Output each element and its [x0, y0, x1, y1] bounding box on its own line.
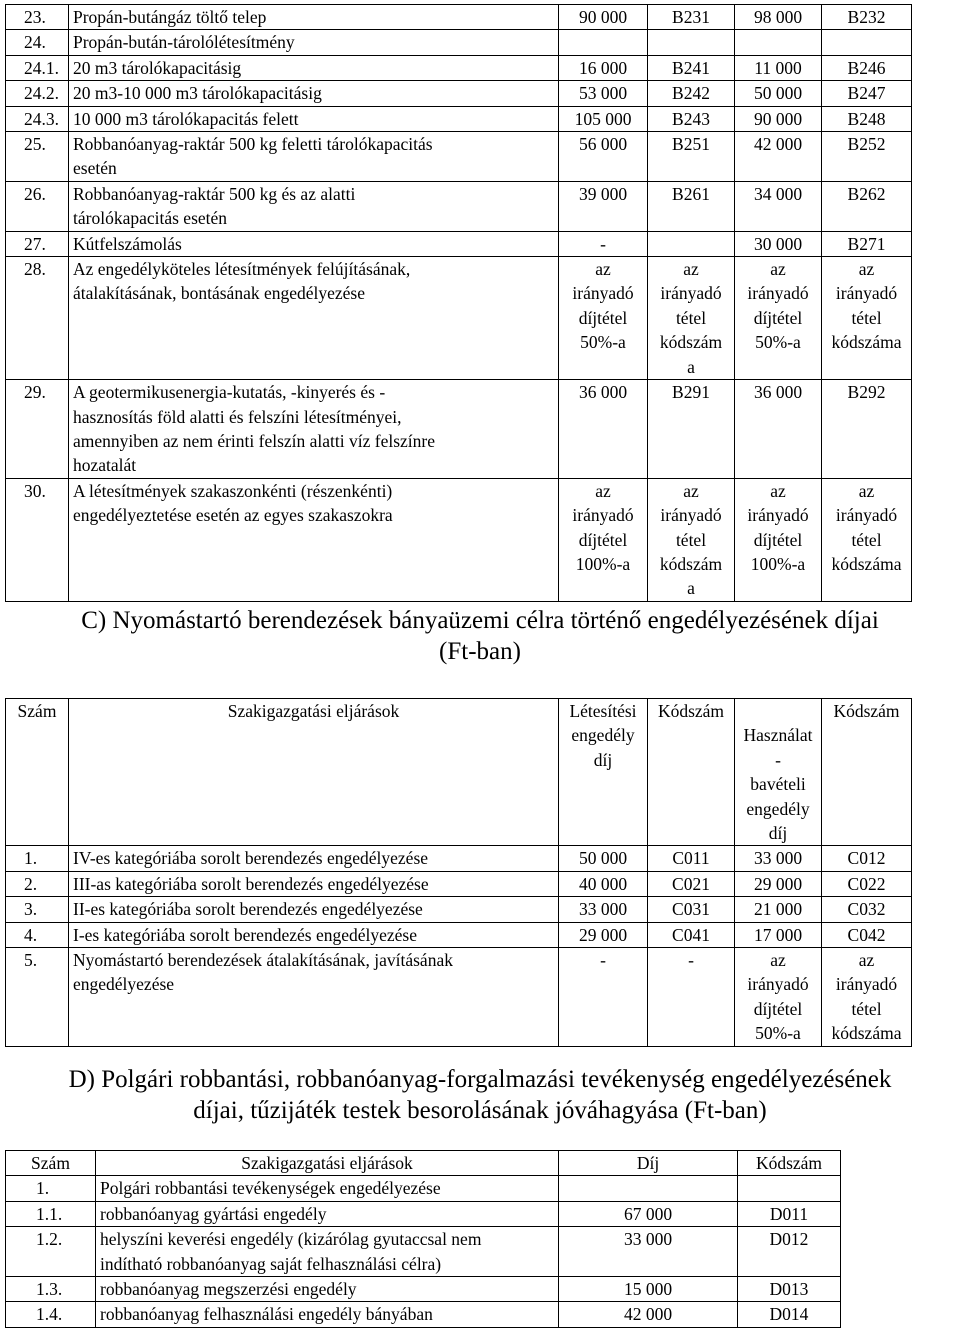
table-row	[6, 1176, 841, 1201]
cell-k2: C022	[822, 871, 912, 896]
cell-v2: 11 000	[735, 55, 822, 80]
table-row	[6, 380, 912, 479]
cell-v1	[559, 30, 648, 55]
cell-num: 29.	[6, 380, 69, 479]
cell-k2: C012	[822, 846, 912, 871]
cell-v2: 30 000	[735, 231, 822, 256]
table-row	[6, 478, 912, 601]
cell-v2: az irányadó díjtétel 50%-a	[735, 948, 822, 1047]
cell-v2: 21 000	[735, 897, 822, 922]
table-row	[6, 81, 912, 106]
cell-v1: 16 000	[559, 55, 648, 80]
cell-num: 26.	[6, 181, 69, 231]
cell-k2: az irányadó tétel kódszáma	[822, 257, 912, 380]
fee-table-b-continued	[5, 4, 912, 602]
cell-k1: B243	[648, 106, 735, 131]
fee-table-b-body	[6, 5, 912, 602]
fee-table-c	[5, 698, 912, 1047]
cell-v2: 36 000	[735, 380, 822, 479]
cell-v1: 105 000	[559, 106, 648, 131]
table-row	[6, 897, 912, 922]
cell-k1: az irányadó tétel kódszám a	[648, 478, 735, 601]
cell-text: Propán-bután-tárolólétesítmény	[69, 30, 559, 55]
cell-num: 1.4.	[6, 1302, 96, 1327]
header-code-1: Kódszám	[648, 699, 735, 846]
cell-k2: az irányadó tétel kódszáma	[822, 948, 912, 1047]
cell-num: 1.3.	[6, 1277, 96, 1302]
cell-k1: az irányadó tétel kódszám a	[648, 257, 735, 380]
cell-text: 10 000 m3 tárolókapacitás felett	[69, 106, 559, 131]
cell-k2: B246	[822, 55, 912, 80]
cell-fee: 42 000	[559, 1302, 738, 1327]
table-row	[6, 871, 912, 896]
section-c-title: C) Nyomástartó berendezések bányaüzemi célra történő engedélyezésének díjai (Ft-ban)	[81, 607, 879, 665]
cell-num: 28.	[6, 257, 69, 380]
table-row	[6, 257, 912, 380]
cell-code: D011	[738, 1201, 841, 1226]
table-row	[6, 30, 912, 55]
cell-k1: -	[648, 948, 735, 1047]
cell-fee: 33 000	[559, 1227, 738, 1277]
cell-v2: 90 000	[735, 106, 822, 131]
cell-text: Robbanóanyag-raktár 500 kg feletti tárolókapacitás esetén	[69, 132, 559, 182]
cell-v1: az irányadó díjtétel 100%-a	[559, 478, 648, 601]
cell-fee: 67 000	[559, 1201, 738, 1226]
cell-text: 20 m3-10 000 m3 tárolókapacitásig	[69, 81, 559, 106]
cell-v2: 42 000	[735, 132, 822, 182]
table-row	[6, 922, 912, 947]
table-row	[6, 5, 912, 30]
cell-k2: B292	[822, 380, 912, 479]
cell-k1: B242	[648, 81, 735, 106]
cell-text: Robbanóanyag-raktár 500 kg és az alatti tárolókapacitás esetén	[69, 181, 559, 231]
cell-text: A geotermikusenergia-kutatás, -kinyerés és - hasznosítás föld alatti és felszíni létesítményei, amennyiben az nem érinti felszín alatti víz felszínre hozatalát	[69, 380, 559, 479]
cell-text: 20 m3 tárolókapacitásig	[69, 55, 559, 80]
cell-v1: 36 000	[559, 380, 648, 479]
table-row	[6, 55, 912, 80]
cell-num: 3.	[6, 897, 69, 922]
cell-k2: az irányadó tétel kódszáma	[822, 478, 912, 601]
section-d-title: D) Polgári robbantási, robbanóanyag-forgalmazási tevékenység engedélyezésének díjai, tűzijáték testek besorolásának jóváhagyása (Ft-ban)	[68, 1066, 892, 1124]
cell-num: 1.1.	[6, 1201, 96, 1226]
cell-text: A létesítmények szakaszonkénti (részenkénti) engedélyeztetése esetén az egyes szakaszokra	[69, 478, 559, 601]
table-row	[6, 948, 912, 1047]
table-row	[6, 106, 912, 131]
cell-k2: B247	[822, 81, 912, 106]
table-row	[6, 231, 912, 256]
cell-k1	[648, 231, 735, 256]
cell-k1: B261	[648, 181, 735, 231]
cell-k2: B248	[822, 106, 912, 131]
table-row	[6, 1277, 841, 1302]
cell-num: 2.	[6, 871, 69, 896]
table-row	[6, 1201, 841, 1226]
header-num: Szám	[6, 1151, 96, 1176]
cell-code	[738, 1176, 841, 1201]
cell-k1: B231	[648, 5, 735, 30]
cell-fee	[559, 1176, 738, 1201]
cell-num: 1.	[6, 1176, 96, 1201]
cell-text: robbanóanyag megszerzési engedély	[96, 1277, 559, 1302]
cell-v2: 29 000	[735, 871, 822, 896]
cell-v1: -	[559, 948, 648, 1047]
table-c-header-row	[6, 699, 912, 846]
table-row	[6, 1227, 841, 1277]
cell-num: 24.	[6, 30, 69, 55]
cell-v2	[735, 30, 822, 55]
header-commissioning-fee: Használat - bavételi engedély díj	[735, 699, 822, 846]
cell-text: I-es kategóriába sorolt berendezés engedélyezése	[69, 922, 559, 947]
cell-num: 24.1.	[6, 55, 69, 80]
header-fee: Díj	[559, 1151, 738, 1176]
cell-k2: B271	[822, 231, 912, 256]
cell-k2: B262	[822, 181, 912, 231]
cell-num: 23.	[6, 5, 69, 30]
cell-v1: 29 000	[559, 922, 648, 947]
cell-num: 4.	[6, 922, 69, 947]
header-establishment-fee: Létesítési engedély díj	[559, 699, 648, 846]
cell-v1: az irányadó díjtétel 50%-a	[559, 257, 648, 380]
cell-v1: 90 000	[559, 5, 648, 30]
cell-code: D014	[738, 1302, 841, 1327]
cell-k1	[648, 30, 735, 55]
cell-k1: B241	[648, 55, 735, 80]
cell-num: 5.	[6, 948, 69, 1047]
cell-num: 30.	[6, 478, 69, 601]
cell-num: 25.	[6, 132, 69, 182]
cell-text: Polgári robbantási tevékenységek engedélyezése	[96, 1176, 559, 1201]
cell-text: helyszíni keverési engedély (kizárólag gyutaccsal nem indítható robbanóanyag saját felhasználási célra)	[96, 1227, 559, 1277]
cell-num: 1.2.	[6, 1227, 96, 1277]
cell-k1: B251	[648, 132, 735, 182]
cell-text: robbanóanyag felhasználási engedély bányában	[96, 1302, 559, 1327]
header-procedures: Szakigazgatási eljárások	[69, 699, 559, 846]
cell-v2: 50 000	[735, 81, 822, 106]
cell-num: 1.	[6, 846, 69, 871]
cell-v2: 17 000	[735, 922, 822, 947]
cell-code: D013	[738, 1277, 841, 1302]
table-row	[6, 1302, 841, 1327]
cell-v2: az irányadó díjtétel 50%-a	[735, 257, 822, 380]
header-num: Szám	[6, 699, 69, 846]
cell-fee: 15 000	[559, 1277, 738, 1302]
cell-v1: -	[559, 231, 648, 256]
cell-text: III-as kategóriába sorolt berendezés engedélyezése	[69, 871, 559, 896]
cell-text: robbanóanyag gyártási engedély	[96, 1201, 559, 1226]
cell-k1: C041	[648, 922, 735, 947]
cell-text: IV-es kategóriába sorolt berendezés engedélyezése	[69, 846, 559, 871]
cell-k1: B291	[648, 380, 735, 479]
table-row	[6, 846, 912, 871]
cell-v1: 39 000	[559, 181, 648, 231]
cell-k2: B232	[822, 5, 912, 30]
cell-v2: 34 000	[735, 181, 822, 231]
cell-v1: 50 000	[559, 846, 648, 871]
cell-k2: C032	[822, 897, 912, 922]
cell-v2: az irányadó díjtétel 100%-a	[735, 478, 822, 601]
cell-k2: C042	[822, 922, 912, 947]
cell-num: 27.	[6, 231, 69, 256]
fee-table-c-body	[6, 846, 912, 1046]
cell-k2	[822, 30, 912, 55]
header-procedures: Szakigazgatási eljárások	[96, 1151, 559, 1176]
cell-v1: 33 000	[559, 897, 648, 922]
table-row	[6, 132, 912, 182]
cell-v1: 40 000	[559, 871, 648, 896]
header-code: Kódszám	[738, 1151, 841, 1176]
cell-text: Az engedélyköteles létesítmények felújításának, átalakításának, bontásának engedélyezése	[69, 257, 559, 380]
cell-text: Kútfelszámolás	[69, 231, 559, 256]
cell-v1: 56 000	[559, 132, 648, 182]
table-d-header-row	[6, 1151, 841, 1176]
cell-k1: C011	[648, 846, 735, 871]
cell-v2: 98 000	[735, 5, 822, 30]
cell-code: D012	[738, 1227, 841, 1277]
cell-v2: 33 000	[735, 846, 822, 871]
cell-text: II-es kategóriába sorolt berendezés engedélyezése	[69, 897, 559, 922]
cell-k1: C021	[648, 871, 735, 896]
header-code-2: Kódszám	[822, 699, 912, 846]
cell-k1: C031	[648, 897, 735, 922]
cell-text: Propán-butángáz töltő telep	[69, 5, 559, 30]
cell-text: Nyomástartó berendezések átalakításának, javításának engedélyezése	[69, 948, 559, 1047]
cell-v1: 53 000	[559, 81, 648, 106]
fee-table-d-body	[6, 1176, 841, 1327]
cell-num: 24.2.	[6, 81, 69, 106]
cell-k2: B252	[822, 132, 912, 182]
fee-table-d	[5, 1150, 841, 1328]
table-row	[6, 181, 912, 231]
cell-num: 24.3.	[6, 106, 69, 131]
